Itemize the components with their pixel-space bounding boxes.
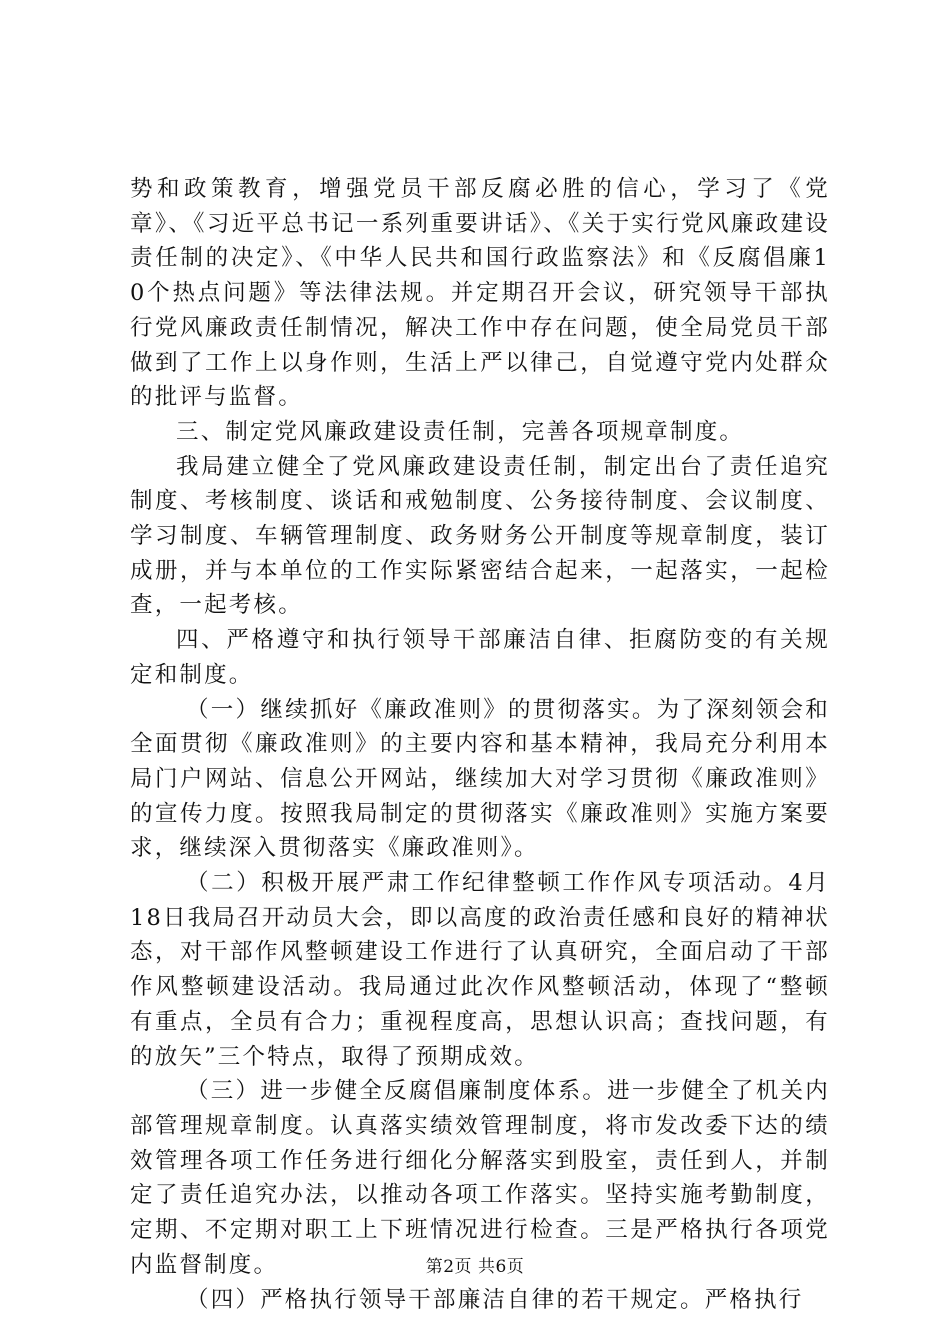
paragraph-responsibility-system: 我局建立健全了党风廉政建设责任制，制定出台了责任追究制度、考核制度、谈话和戒勉制度、公务接待制度、会议制度、学习制度、车辆管理制度、政务财务公开制度等规章制度，装订成册，并与本单位的工作实际紧密结合起来，一起落实，一起检查，一起考核。	[130, 453, 830, 619]
page-number-footer: 第2页 共6页	[425, 1257, 525, 1277]
section-heading-4: 四、严格遵守和执行领导干部廉洁自律、拒腐防变的有关规定和制度。	[130, 627, 830, 688]
section-heading-3: 三、制定党风廉政建设责任制，完善各项规章制度。	[176, 418, 745, 445]
subsection-4: （四）严格执行领导干部廉洁自律的若干规定。严格执行	[186, 1286, 804, 1313]
paragraph-continuation: 势和政策教育，增强党员干部反腐必胜的信心，学习了《党章》、《习近平总书记一系列重要讲话》、《关于实行党风廉政建设责任制的决定》、《中华人民共和国行政监察法》和《反腐倡廉10个热点问题》等法律法规。并定期召开会议，研究领导干部执行党风廉政责任制情况，解决工作中存在问题，使全局党员干部做到了工作上以身作则，生活上严以律己，自觉遵守党内处群众的批评与监督。	[130, 176, 830, 411]
document-body	[130, 172, 830, 1317]
subsection-3: （三）进一步健全反腐倡廉制度体系。进一步健全了机关内部管理规章制度。认真落实绩效管理制度，将市发改委下达的绩效管理各项工作任务进行细化分解落实到股室，责任到人，并制定了责任追究办法，以推动各项工作落实。坚持实施考勤制度，定期、不定期对职工上下班情况进行检查。三是严格执行各项党内监督制度。	[130, 1078, 830, 1278]
subsection-1: （一）继续抓好《廉政准则》的贯彻落实。为了深刻领会和全面贯彻《廉政准则》的主要内容和基本精神，我局充分利用本局门户网站、信息公开网站，继续加大对学习贯彻《廉政准则》的宣传力度。按照我局制定的贯彻落实《廉政准则》实施方案要求，继续深入贯彻落实《廉政准则》。	[130, 696, 830, 862]
subsection-2: （二）积极开展严肃工作纪律整顿工作作风专项活动。4月18日我局召开动员大会，即以高度的政治责任感和良好的精神状态，对干部作风整顿建设工作进行了认真研究，全面启动了干部作风整顿建设活动。我局通过此次作风整顿活动，体现了“整顿有重点，全员有合力；重视程度高，思想认识高；查找问题，有的放矢”三个特点，取得了预期成效。	[130, 870, 830, 1070]
